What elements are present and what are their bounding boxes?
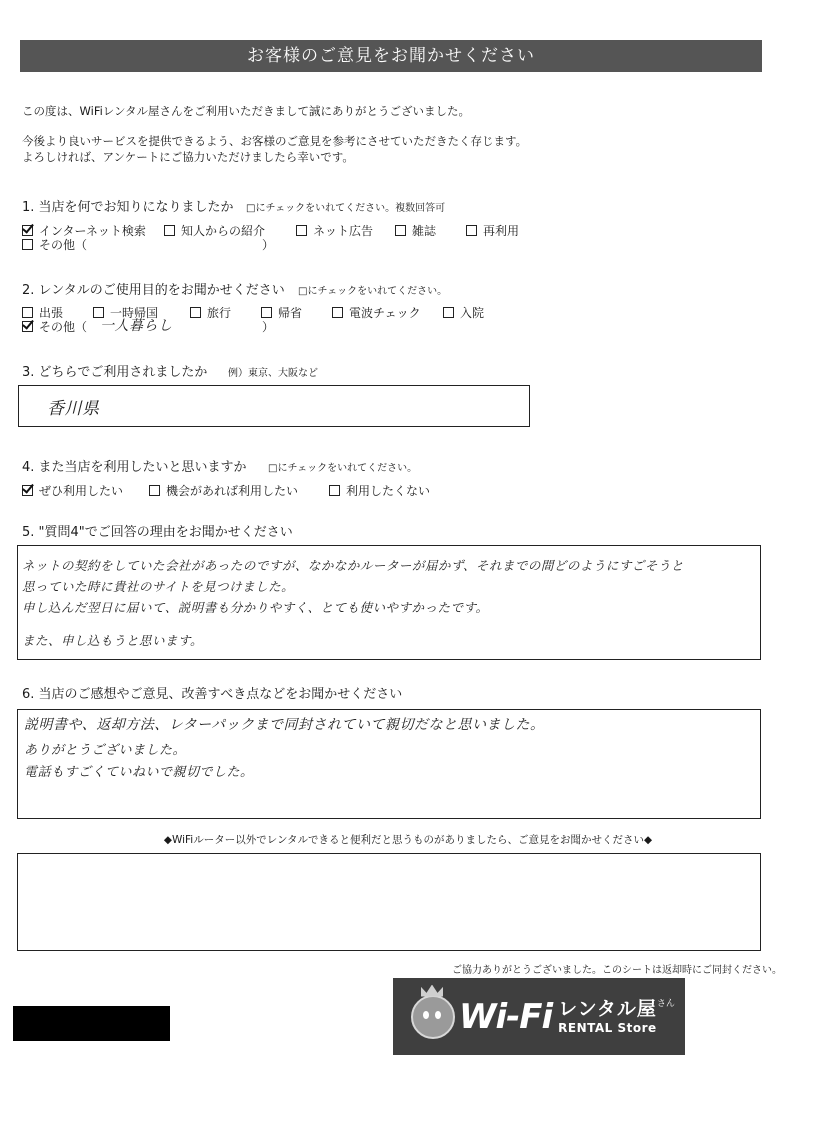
q5-answer-line-4: また、申し込もうと思います。: [22, 633, 204, 648]
option-label: 旅行: [207, 306, 232, 320]
q4-title: 4. また当店を利用したいと思いますか: [22, 460, 247, 475]
q6-answer-line-2: ありがとうございました。: [24, 743, 187, 758]
q3-note: 例）東京、大阪など: [228, 368, 318, 379]
option-label: 機会があれば利用したい: [166, 484, 299, 498]
option-label: 知人からの紹介: [181, 224, 266, 238]
intro-line-3: よろしければ、アンケートにご協力いただけましたら幸いです。: [22, 150, 354, 164]
option-label: 入院: [460, 306, 485, 320]
option-label: インターネット検索: [39, 224, 146, 238]
q1-option-magazine[interactable]: [395, 222, 436, 239]
option-label: 出張: [39, 306, 64, 320]
logo-san-text: さん: [656, 998, 675, 1009]
q2-option-travel[interactable]: [190, 304, 231, 321]
checkbox[interactable]: [296, 225, 307, 236]
form-title: お客様のご意見をお聞かせください: [20, 40, 762, 72]
checkbox[interactable]: [329, 485, 340, 496]
q4-option-no[interactable]: [329, 482, 430, 499]
q4-option-definitely[interactable]: [22, 482, 123, 499]
checkbox[interactable]: [22, 307, 33, 318]
intro-line-1: この度は、WiFiレンタル屋さんをご利用いただきまして誠にありがとうございました。: [22, 104, 471, 118]
q6-answer-line-3: 電話もすごくていねいで親切でした。: [24, 765, 254, 780]
q2-other-close-paren: ）: [262, 320, 275, 334]
q5-answer-line-2: 思っていた時に貴社のサイトを見つけました。: [22, 579, 295, 594]
q2-option-hospital[interactable]: [443, 304, 484, 321]
checkbox[interactable]: [261, 307, 272, 318]
q2-title: 2. レンタルのご使用目的をお聞かせください: [22, 283, 285, 298]
q6-title: 6. 当店のご感想やご意見、改善すべき点などをお聞かせください: [22, 687, 403, 702]
q1-option-net-ad[interactable]: [296, 222, 373, 239]
footer-thanks: ご協力ありがとうございました。このシートは返却時にご同封ください。: [452, 965, 782, 976]
option-label: その他（: [39, 238, 88, 252]
checkbox-checked[interactable]: [22, 321, 33, 332]
q3-title: 3. どちらでご利用されましたか: [22, 365, 208, 380]
logo-jp-text: レンタル屋: [558, 997, 657, 1020]
q3-answer-handwritten: 香川県: [47, 399, 100, 419]
q1-option-reuse[interactable]: [466, 222, 519, 239]
checkbox[interactable]: [395, 225, 406, 236]
checkbox[interactable]: [443, 307, 454, 318]
logo-wifi-text: Wi-Fi: [459, 996, 553, 1037]
q5-answer-line-1: ネットの契約をしていた会社があったのですが、なかなかルーターが届かず、それまでの間どのようにすごそうと: [22, 558, 684, 573]
intro-line-2: 今後より良いサービスを提供できるよう、お客様のご意見を参考にさせていただきたく存じます。: [22, 134, 528, 148]
option-label: ネット広告: [313, 224, 374, 238]
option-label: 雑誌: [412, 224, 437, 238]
option-label: 利用したくない: [346, 484, 431, 498]
q2-option-signal-check[interactable]: [332, 304, 421, 321]
q1-other-close-paren: ）: [262, 238, 275, 252]
option-label: 電波チェック: [349, 306, 421, 320]
option-label: 一時帰国: [110, 306, 159, 320]
q2-other-handwritten: 一人暮らし: [100, 318, 173, 334]
q7-answer-box[interactable]: [17, 853, 761, 951]
q2-option-other[interactable]: [22, 318, 87, 335]
option-label: 帰省: [278, 306, 303, 320]
q4-note: □にチェックをいれてください。: [268, 463, 418, 474]
q1-note: □にチェックをいれてください。複数回答可: [246, 203, 446, 214]
option-label: 再利用: [483, 224, 520, 238]
option-label: その他（: [39, 320, 88, 334]
checkbox-checked[interactable]: [22, 485, 33, 496]
checkbox[interactable]: [332, 307, 343, 318]
crown-mascot-icon: [411, 995, 455, 1039]
checkbox[interactable]: [164, 225, 175, 236]
logo-en-text: RENTAL Store: [558, 1020, 657, 1035]
q3-answer-box[interactable]: [18, 385, 530, 427]
checkbox[interactable]: [190, 307, 201, 318]
brand-logo: [393, 978, 685, 1055]
checkbox[interactable]: [22, 239, 33, 250]
q2-note: □にチェックをいれてください。: [298, 286, 448, 297]
option-label: ぜひ利用したい: [39, 484, 124, 498]
q5-title: 5. "質問4"でご回答の理由をお聞かせください: [22, 525, 293, 540]
q5-answer-line-3: 申し込んだ翌日に届いて、説明書も分かりやすく、とても使いやすかったです。: [22, 600, 489, 615]
redaction-block: [13, 1006, 170, 1041]
checkbox[interactable]: [149, 485, 160, 496]
q5-answer-box[interactable]: [17, 545, 761, 660]
q6-answer-line-1: 説明書や、返却方法、レターパックまで同封されていて親切だなと思いました。: [24, 717, 545, 733]
q4-option-if-chance[interactable]: [149, 482, 298, 499]
q1-title: 1. 当店を何でお知りになりましたか: [22, 200, 234, 215]
q1-option-other[interactable]: [22, 236, 87, 253]
q1-option-referral[interactable]: [164, 222, 265, 239]
q6-answer-box[interactable]: [17, 709, 761, 819]
q7-title: ◆WiFiルーター以外でレンタルできると便利だと思うものがありましたら、ご意見をお聞かせください◆: [163, 834, 653, 846]
checkbox-checked[interactable]: [22, 225, 33, 236]
checkbox[interactable]: [466, 225, 477, 236]
